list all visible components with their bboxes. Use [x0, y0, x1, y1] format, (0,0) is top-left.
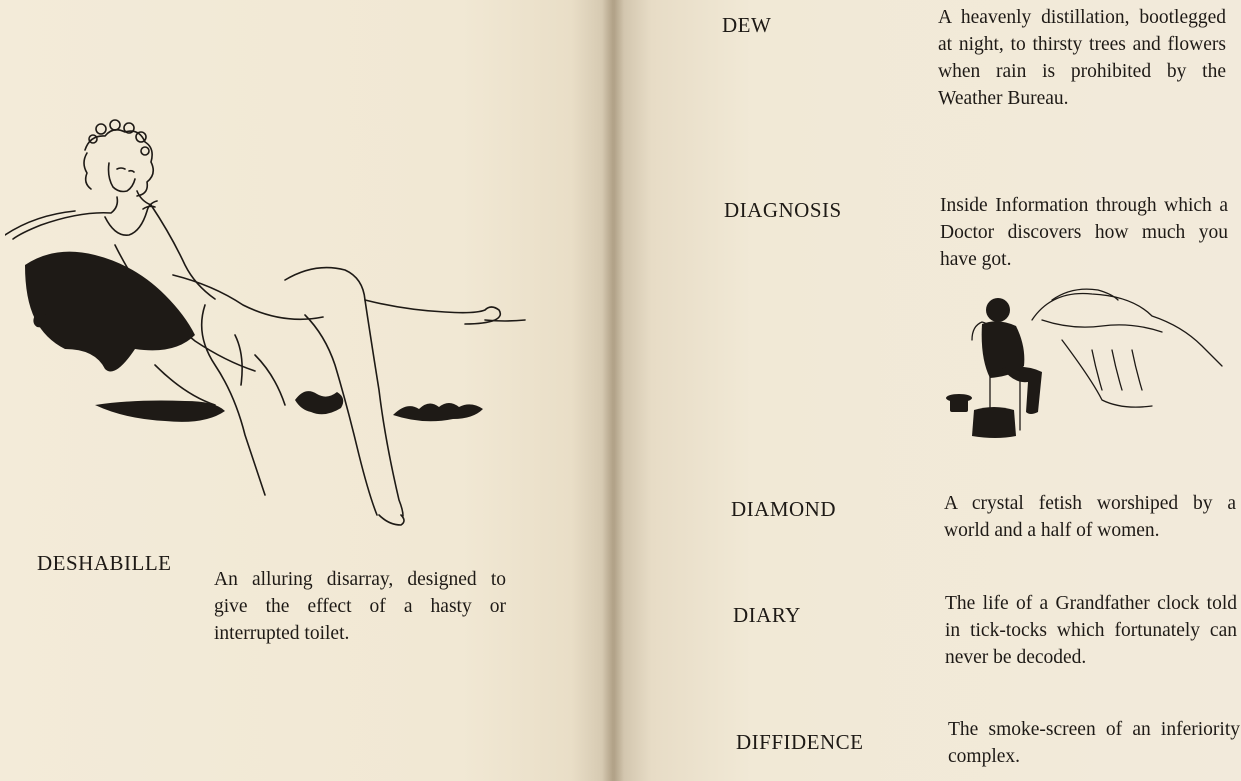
entry-definition-diamond: A crystal fetish worshiped by a world and a half of women. [944, 493, 1236, 541]
book-gutter [602, 0, 624, 781]
entry-term-dew: DEW [722, 13, 772, 37]
entry-term-diamond: DIAMOND [731, 497, 836, 521]
entry-term-diagnosis: DIAGNOSIS [724, 198, 842, 222]
reclining-woman-illustration [5, 105, 530, 545]
entry-definition-deshabille: An alluring disarray, designed to give the effect of a hasty or interrupted toilet. [214, 569, 506, 644]
entry-definition-diagnosis: Inside Information through which a Doctor discovers how much you have got. [940, 195, 1228, 270]
entry-definition-diffidence: The smoke-screen of an inferiority complex. [948, 719, 1240, 767]
entry-term-diary: DIARY [733, 603, 801, 627]
entry-term-deshabille: DESHABILLE [37, 551, 172, 575]
doctor-at-bedside-illustration [942, 280, 1228, 442]
entry-term-diffidence: DIFFIDENCE [736, 730, 864, 754]
entry-definition-dew: A heavenly distillation, bootlegged at night, to thirsty trees and flowers when rain is prohibited by the Weather Bureau. [938, 7, 1226, 109]
entry-definition-diary: The life of a Grandfather clock told in tick-tocks which fortunately can never be decoded. [945, 593, 1237, 668]
